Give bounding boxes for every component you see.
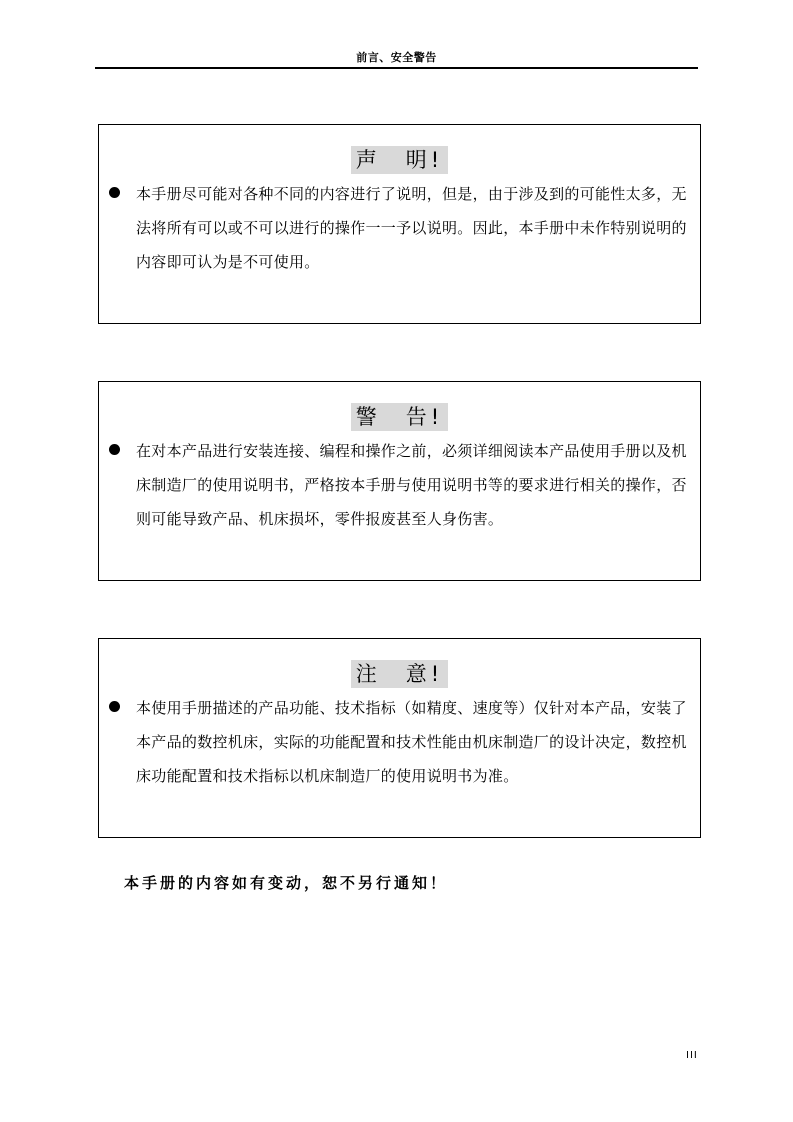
caution-title: 注 意! [351, 660, 448, 688]
closing-note: 本手册的内容如有变动，恕不另行通知！ [124, 874, 449, 892]
warning-text: 在对本产品进行安装连接、编程和操作之前，必须详细阅读本产品使用手册以及机床制造厂的使用说明书，严格按本手册与使用说明书等的要求进行相关的操作，否则可能导致产品、机床损坏，零件报废甚至人身伤害。 [136, 442, 687, 528]
bullet-icon [109, 701, 120, 712]
warning-title: 警 告! [351, 403, 448, 431]
declaration-title: 声 明! [351, 146, 448, 174]
bullet-icon [109, 187, 120, 198]
caution-box [98, 638, 701, 838]
caution-text: 本使用手册描述的产品功能、技术指标（如精度、速度等）仅针对本产品，安装了本产品的数控机床，实际的功能配置和技术性能由机床制造厂的设计决定，数控机床功能配置和技术指标以机床制造厂的使用说明书为准。 [136, 699, 687, 785]
declaration-box [98, 124, 701, 324]
declaration-title-wrap [99, 146, 700, 174]
bullet-icon [109, 444, 120, 455]
header-rule [95, 67, 698, 69]
page-number: III [686, 1050, 698, 1061]
warning-title-wrap [99, 403, 700, 431]
declaration-text: 本手册尽可能对各种不同的内容进行了说明，但是，由于涉及到的可能性太多，无法将所有可以或不可以进行的操作一一予以说明。因此，本手册中未作特别说明的内容即可认为是不可使用。 [136, 185, 687, 271]
warning-box [98, 381, 701, 581]
caution-title-wrap [99, 660, 700, 688]
running-header: 前言、安全警告 [356, 51, 437, 64]
